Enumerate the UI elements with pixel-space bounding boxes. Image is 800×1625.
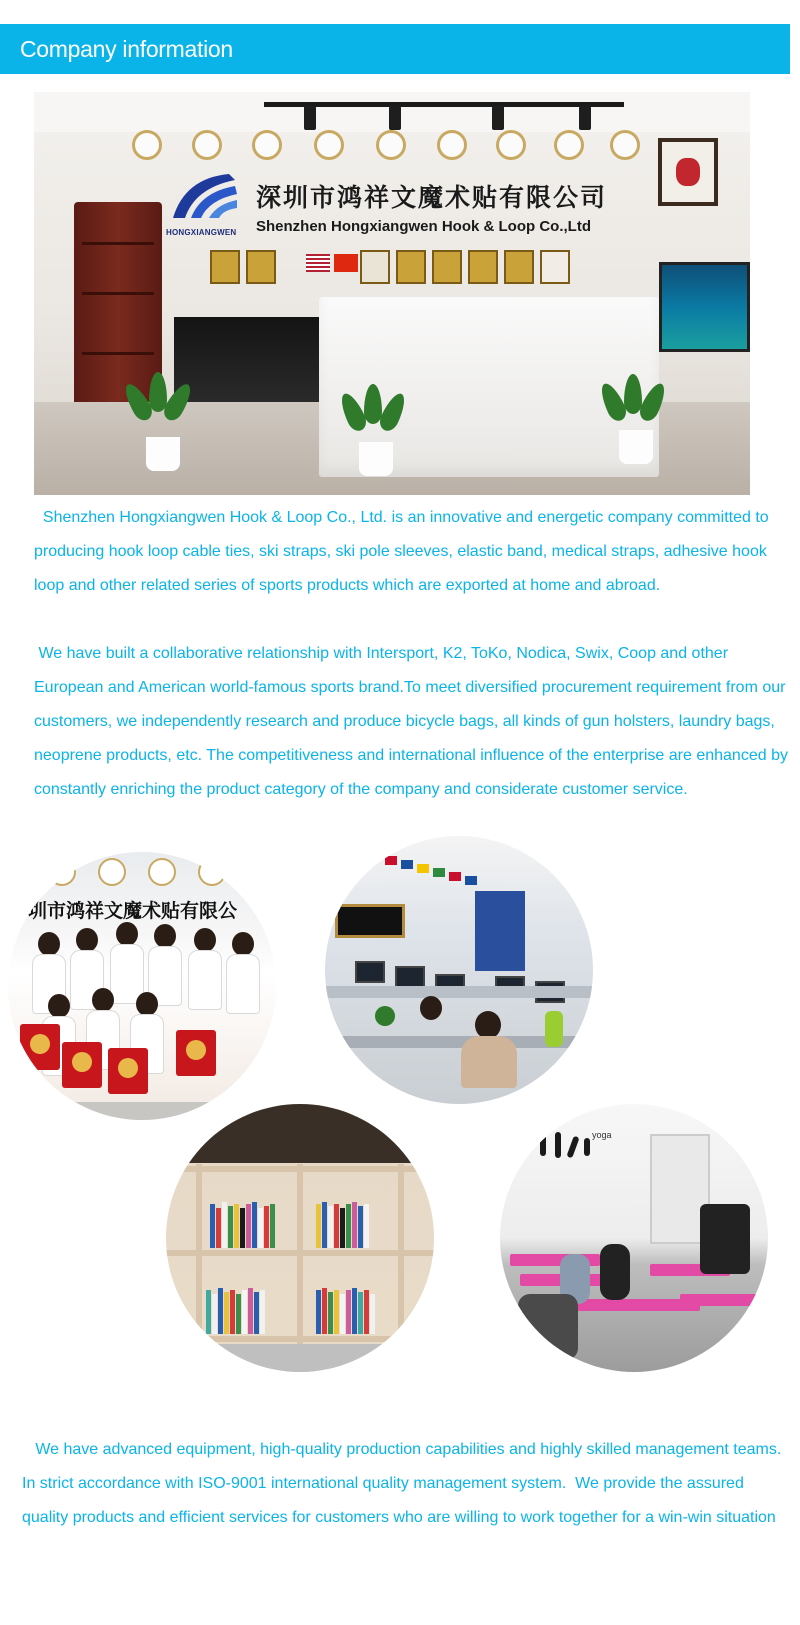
aquarium: [659, 262, 750, 352]
wall-clock-icon: [132, 130, 162, 160]
partners-paragraph: We have built a collaborative relationship with Intersport, K2, ToKo, Nodica, Swix, Coop and other European and American world-famous sports brand.To meet diversified procurement requirement from our customers, we independently research and produce bicycle bags, all kinds of gun holsters, laundry bags, neoprene products, etc. The competitiveness and international influence of the enterprise are enhanced by constantly enriching the product category of the company and considerate customer service.: [34, 645, 793, 798]
bookshelf-photo: [166, 1104, 434, 1372]
plant-pot: [359, 442, 393, 476]
sign-chinese-name: 深圳市鸿祥文魔术贴有限公司: [256, 183, 608, 212]
closing-paragraph: We have advanced equipment, high-quality production capabilities and highly skilled management teams. In strict accordance with ISO-9001 international quality management system. We provide the assured quality products and efficient services for customers who are willing to work together for a win-win situation: [22, 1441, 786, 1526]
reception-desk-dark: [174, 317, 324, 402]
plant-pot: [619, 430, 653, 464]
team-sign-text: 圳市鸿祥文魔术贴有限公: [28, 900, 238, 922]
spot-lamp: [304, 106, 316, 130]
window-curtain: [475, 891, 525, 971]
china-flag-icon: [334, 254, 358, 272]
light-track: [264, 102, 624, 107]
spot-lamp: [389, 106, 401, 130]
office-reception-photo: [34, 92, 750, 495]
us-flag-icon: [306, 254, 330, 272]
spot-lamp: [579, 106, 591, 130]
wall-painting: [335, 904, 405, 938]
logo-text: HONGXIANGWEN: [166, 228, 237, 237]
wall-clock-icon: [376, 130, 406, 160]
wall-clock-icon: [314, 130, 344, 160]
gym-equipment: [700, 1204, 750, 1274]
team-photo: [8, 852, 276, 1120]
decorative-frame: [658, 138, 718, 206]
certificate-row: [210, 250, 600, 290]
workspace-photo: [325, 836, 593, 1104]
company-logo-icon: [169, 170, 239, 222]
spot-lamp: [492, 106, 504, 130]
wall-clock-icon: [192, 130, 222, 160]
yoga-room-photo: [500, 1104, 768, 1372]
plant-pot: [146, 437, 180, 471]
yoga-wall-text: yoga: [592, 1130, 612, 1140]
intro-paragraph: Shenzhen Hongxiangwen Hook & Loop Co., Ltd. is an innovative and energetic company committed to producing hook loop cable ties, ski straps, ski pole sleeves, elastic band, medical straps, adhesive hook loop and other related series of sports products which are exported at home and abroad.: [34, 509, 774, 594]
wall-clock-icon: [496, 130, 526, 160]
wall-clock-icon: [252, 130, 282, 160]
section-header: [0, 24, 790, 74]
section-title: Company information: [20, 36, 233, 62]
wall-clock-icon: [554, 130, 584, 160]
sign-english-name: Shenzhen Hongxiangwen Hook & Loop Co.,Ltd: [256, 218, 591, 235]
wall-clock-icon: [610, 130, 640, 160]
wall-clock-icon: [437, 130, 467, 160]
